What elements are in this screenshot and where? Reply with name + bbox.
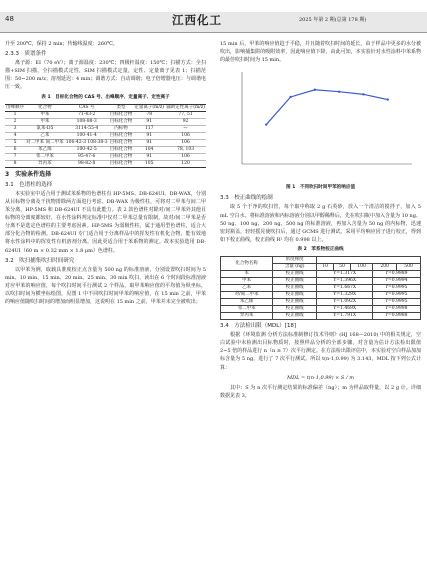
table-cell: r=0.9995 — [373, 299, 421, 306]
table-cell: 8 — [5, 160, 25, 167]
table-cell: 104 — [133, 146, 165, 153]
data-point — [265, 124, 267, 126]
table-cell: 氯苯-D5 — [25, 125, 65, 132]
table-caption: 表 1 目标化合物的 CAS 号、出峰顺序、定量离子、定性离子 — [41, 94, 170, 100]
table-cell: r=0.9994 — [373, 278, 421, 285]
paragraph: 取 5 个于净的吹扫管，每个取中称取 2 g 石英砂，放入一个清洁的搅拌子，加入 5 mL 空白水，将标准溶液和内标溶液分别以甲醇稀释后，先在吹扫瓶中加入含量为 10 ng、50 ng、100 ng、200 ng、500 ng 的标准溶液，再加入含量为 50 ng 的内标物，迅速密封瓶盖，轻轻摇晃使吹扫后，通过 GCMS 进行测试，采用平均响应因子进行校正，得到如下校正曲线，校正曲线 R² 均在 0.998 以上。 — [220, 204, 421, 243]
compound-table — [5, 104, 206, 168]
response-chart — [220, 64, 421, 182]
data-point — [387, 99, 389, 101]
subheader: 10 — [317, 264, 334, 271]
journal-title: 江西化工 — [172, 13, 222, 27]
table-cell: 4 — [5, 132, 25, 139]
table-cell: 78, 103 — [165, 146, 206, 153]
table-cell: 苯 — [221, 271, 273, 278]
table-cell: 苯乙烯 — [221, 299, 273, 306]
col-header: 定量离子(m/z) — [134, 104, 165, 110]
table-cell: Y=1.317X — [317, 271, 373, 278]
table-row — [221, 299, 421, 306]
table-cell: 91 — [133, 153, 165, 160]
table-cell: 120 — [165, 160, 206, 167]
table-cell: 对二甲苯 间二甲苯 — [26, 139, 64, 145]
table-cell: 甲苯 — [221, 278, 273, 285]
table-cell: 106 — [165, 132, 206, 139]
col-header: 类型 — [109, 104, 134, 111]
col-header: 浓度梯度 — [273, 257, 317, 264]
table-cell: 甲苯 — [25, 118, 65, 125]
subheader: 50 — [334, 264, 351, 271]
section-heading: 3 实验条件选择 — [5, 170, 52, 178]
table-cell: 目标化合物 — [109, 132, 133, 138]
table-cell: 100-42-5 — [65, 146, 109, 153]
page-number: 48 — [5, 15, 14, 23]
paragraph: 离子源：EI（70 eV）；离子源温度：230℃；四极杆温度：150℃；扫描方式：全扫描+SIM 扫描，全扫描模式定性，SIM 扫描模式定量，定性、定量离子见表 1；扫描范围：50~200 m/z；溶剂延迟：4 min；调谐方式：自动调谐；电子倍增器电压：与调谐电压一致。 — [5, 60, 206, 91]
table-row — [221, 285, 421, 292]
table-cell: 98-82-8 — [65, 160, 109, 167]
table-cell: 91 — [133, 118, 165, 125]
table-cell: 91 — [133, 132, 165, 139]
table-row — [5, 125, 206, 132]
col-header: 出峰顺序 — [6, 104, 25, 110]
col-header: 辅助定性离子(m/z) — [166, 104, 205, 110]
table-cell: r=0.9989 — [373, 271, 421, 278]
table-cell: 目标化合物 — [109, 139, 133, 145]
table-cell: 目标化合物 — [109, 146, 133, 152]
page-header — [0, 0, 427, 33]
issue-info: 2025 年第 2 期(总第 178 期) — [299, 17, 367, 23]
table-cell: 苯乙烯 — [25, 146, 65, 153]
table-cell: 71-43-2 — [65, 111, 109, 118]
table-cell: 6 — [5, 146, 25, 153]
figure-caption: 图 1 不同吹扫时间甲苯的响应值 — [285, 185, 356, 191]
table-cell: 106 — [165, 153, 206, 160]
table-cell: 106 — [165, 139, 206, 146]
table-cell: 校正曲线 — [273, 299, 317, 306]
table-cell: 3114-55-4 — [65, 125, 109, 132]
left-column — [5, 40, 206, 306]
table-cell: Y=1.791X — [317, 313, 373, 320]
table-cell: 106-42-3 108-38-3 — [65, 139, 108, 145]
table-cell: 105 — [133, 160, 165, 167]
table-cell: 95-47-6 — [65, 153, 109, 160]
table-cell: Y=1.092X — [317, 299, 373, 306]
table-cell: 异丙苯 — [25, 160, 65, 167]
col-header: CAS 号 — [65, 104, 109, 111]
section-heading: 2.3.3 质谱条件 — [5, 51, 47, 58]
table-row — [5, 146, 206, 153]
section-heading: 3.4 方法检出限（MDL）[18] — [220, 323, 297, 330]
col-header: 化合物 — [25, 104, 65, 111]
mdl-formula: MDL = t(n-1,0.99) × S / m — [287, 374, 354, 381]
table-cell: 内标物 — [109, 125, 134, 132]
table-cell: 目标化合物 — [109, 153, 133, 159]
right-column — [220, 40, 421, 400]
data-point — [362, 93, 364, 95]
table-cell: 3 — [5, 125, 25, 132]
table-cell: 108-88-3 — [65, 118, 109, 125]
table-cell: r=0.9988 — [373, 313, 421, 320]
subheader: 含量 (ng) — [273, 264, 317, 271]
paragraph: 根据《环境监测 分析方法标准制修订技术导则》(HJ 168—2010) 中的相关规定，空白试验中未检测出目标物质时，按照样品分析的全部步骤，对含量为估计方法检出限值 2~5 倍的样品进行 n（n ≥ 7）次平行测定。在方法检出限评估中，本实验对空白样品加加标含量为 5 ng，进行了 7 次平行测试。所以 t(n-1,0.99) 为 3.143，MDL 按下列公式计算： — [220, 332, 421, 371]
section-heading: 3.1 色谱柱的选择 — [5, 181, 53, 188]
table-cell: 100-41-4 — [65, 132, 109, 139]
table-row — [221, 292, 421, 299]
table-cell: 乙苯 — [221, 285, 273, 292]
data-point — [289, 96, 291, 98]
table-row — [5, 118, 206, 125]
table-cell: r=0.9995 — [373, 292, 421, 299]
table-caption: 表 2 苯系物校正曲线 — [297, 246, 344, 252]
table-header-row — [221, 257, 421, 264]
table-cell: 78 — [133, 111, 165, 118]
table-cell: 1 — [5, 111, 25, 118]
calibration-table — [220, 256, 421, 320]
table-cell: 77, 51 — [165, 111, 206, 118]
subheader: 500 — [397, 264, 421, 271]
chart-svg — [220, 64, 421, 182]
table-cell: 7 — [5, 153, 25, 160]
paragraph: 以甲苯为例，取载具准度校正点含量为 500 ng 的标准溶液，分别设置吹扫时间为 5 min、10 min、15 min、20 min、25 min、30 min 吹扫，读出在 6 个时间段标准溶液对应甲苯的响应值，每个吹扫时间平行测试 2 个样品，取甲苯响应值的平均值为纵坐标，以吹扫时间为横坐标绘图，见图 1 中不同吹扫时间甲苯的响应值，在 15 min 之前，甲苯的响应值随吹扫时间的增加而明显增加，这说明在 15 min 之前，甲苯并未完全被吹出； — [5, 266, 206, 306]
table-row — [5, 111, 206, 118]
col-header: 化合物名称 — [221, 257, 273, 271]
table-row — [5, 153, 206, 160]
table-cell: 目标化合物 — [109, 111, 133, 117]
table-row — [221, 306, 421, 313]
table-cell: 91 — [133, 139, 165, 146]
table-cell: 甲苯 — [25, 111, 65, 118]
table-cell: Y=1.469X — [317, 306, 373, 313]
table-cell: 邻二甲苯 — [221, 306, 273, 313]
paragraph: 15 min 后，甲苯的响应值趋于平稳，并且随着吹扫时间的延长，由于样品中更多的水分被吹出，影响捕集阱的吸附效率，因此响应值下降，由此可知，本实验针对水性涂料中苯系物的最佳吹扫时间为 15 min。 — [220, 41, 421, 64]
table-row — [5, 132, 206, 139]
table-cell: 校正曲线 — [273, 292, 317, 299]
table-row — [221, 313, 421, 320]
table-cell: 乙苯 — [25, 132, 65, 139]
table-header-row — [5, 104, 206, 111]
table-cell: 校正曲线 — [273, 285, 317, 292]
table-cell: Y=1.667X — [317, 285, 373, 292]
table-cell: 校正曲线 — [273, 271, 317, 278]
table-cell: 92 — [165, 118, 206, 125]
table-cell: Y=1.396X — [317, 278, 373, 285]
table-cell: 邻二甲苯 — [25, 153, 65, 160]
table-cell: — — [165, 125, 206, 132]
header-rule — [0, 32, 427, 33]
section-heading: 3.2 吹扫捕集吹扫时间研究 — [5, 257, 75, 264]
table-row — [5, 139, 206, 146]
paragraph: 升至 200℃，保持 2 min；传输线温度：260℃。 — [5, 41, 118, 47]
col-header — [317, 257, 421, 264]
table-cell: 目标化合物 — [109, 118, 133, 124]
table-cell: 校正曲线 — [273, 306, 317, 313]
table-cell: 5 — [5, 139, 25, 146]
subheader: 200 — [373, 264, 397, 271]
table-cell: r=0.9995 — [373, 285, 421, 292]
table-row — [221, 278, 421, 285]
table-cell: 校正曲线 — [273, 313, 317, 320]
series-line — [266, 90, 387, 125]
table-row — [5, 160, 206, 167]
data-point — [338, 91, 340, 93]
table-cell: r=0.9998 — [373, 306, 421, 313]
data-point — [314, 89, 316, 91]
table-row — [221, 271, 421, 278]
table-cell: Y=1.329X — [317, 292, 373, 299]
table-cell: 校正曲线 — [273, 278, 317, 285]
table-cell: 117 — [133, 125, 165, 132]
table-cell: 异丙苯 — [221, 313, 273, 320]
section-heading: 3.3 校正曲线的绘制 — [220, 195, 273, 202]
paragraph: 本实验室中适合用于测试苯系物的色谱柱有 HP-5MS、DB-624UI、DB-WAX，分别从目标物分离及干扰物排除两方面进行考虑。DB-WAX 为极性柱，可将对二甲苯与间二甲苯分离，HP-5MS 和 DB-624UI 不具有此能力。表 2 款色谱柱对除对/间二甲苯外其他目标物的分离度都较好，在水性涂料判定标准中仅对二甲苯总量有限制，故对/间二甲苯是否分离不是选定色谱柱的主要考虑因素。HP-5MS 为弱极性柱，属于通用型色谱柱，适合大部分化合物的检测。DB-624UI 专门适合用于分离样品中的挥发性有机化合物，能有效地将水性涂料中的挥发性有机溶剂分离，因此更适合用于苯系物的测定。故本实验选用 DB-624UI（60 m × 0.32 mm × 1.8 μm）色谱柱。 — [5, 190, 206, 254]
table-cell: 2 — [5, 118, 25, 125]
paragraph: 其中：S 为 n 次平行测定结果的标准偏差（ng）；m 为样品取样量，以 2 g 计。详细数据见表 3。 — [220, 384, 421, 399]
table-cell: 目标化合物 — [109, 160, 133, 166]
table-cell: 对/间二甲苯 — [221, 292, 273, 299]
subheader: 100 — [350, 264, 372, 271]
